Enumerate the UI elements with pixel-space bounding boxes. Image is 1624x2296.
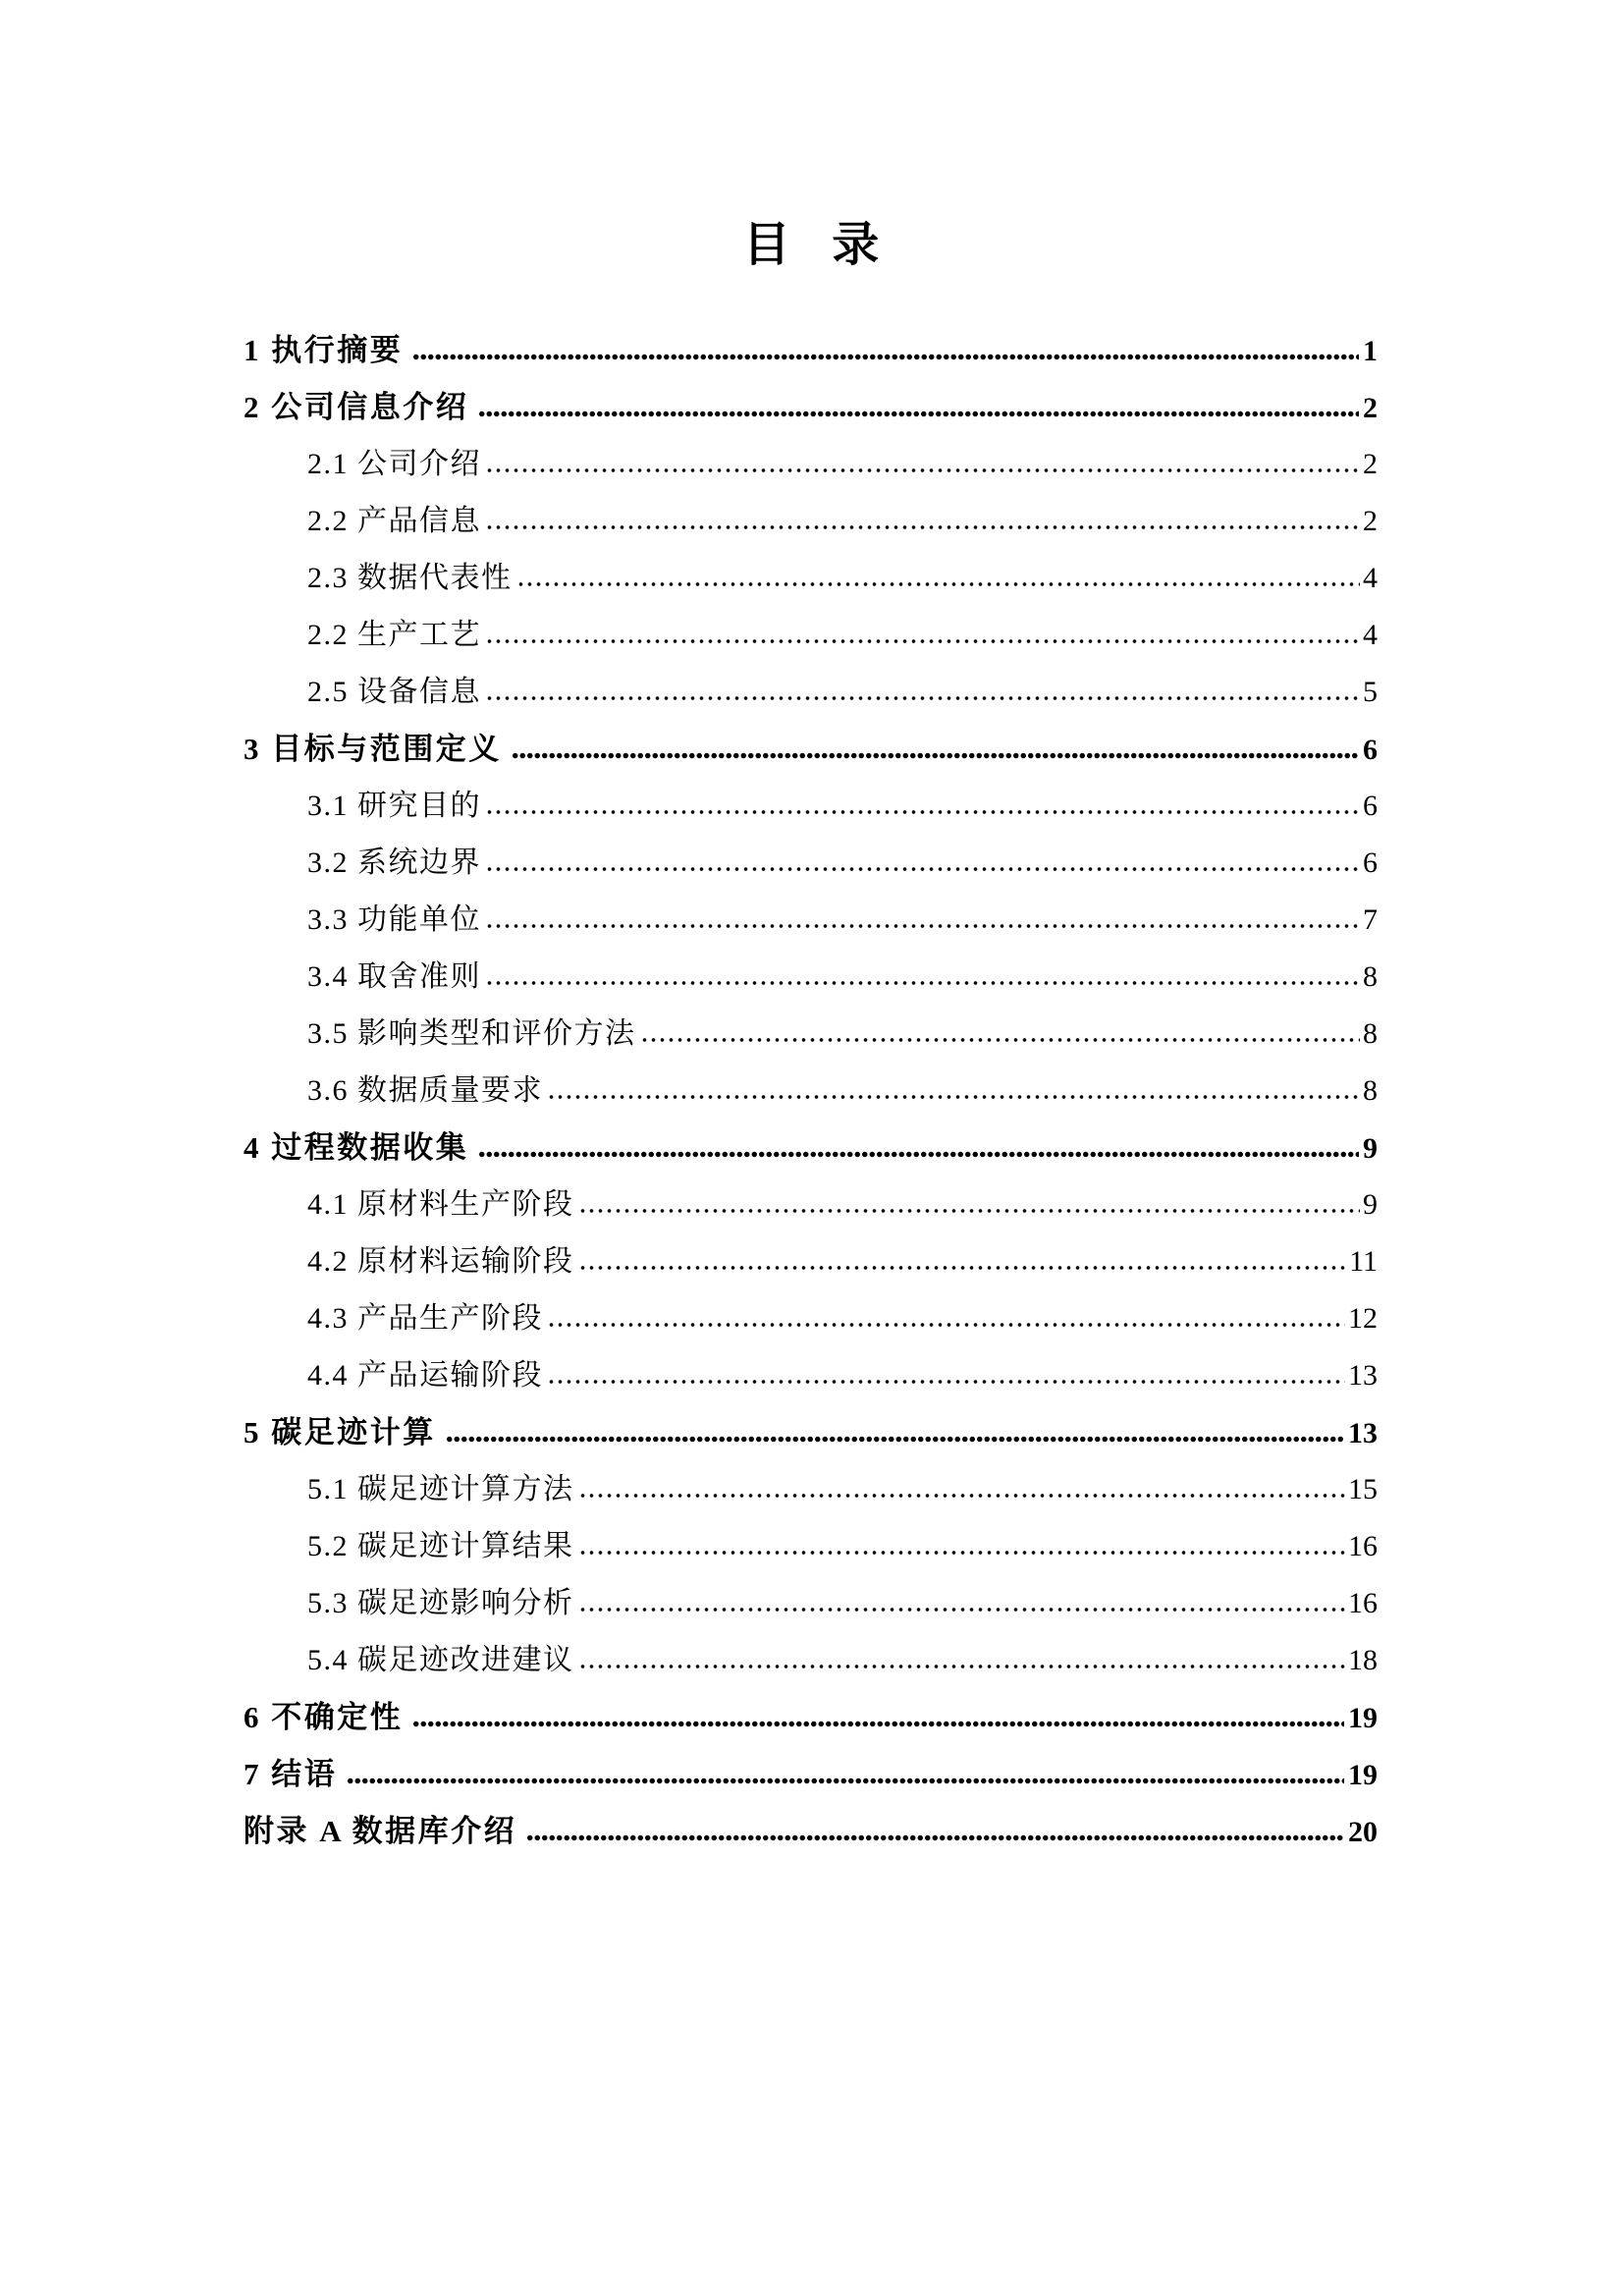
- toc-entry-label: 2.2 生产工艺: [307, 619, 481, 651]
- toc-entry-page: 16: [1348, 1530, 1378, 1562]
- toc-entry-label: 1 执行摘要: [244, 333, 404, 367]
- dot-leader: [485, 695, 1360, 701]
- dot-leader: [640, 1037, 1361, 1043]
- toc-entry[interactable]: [307, 1632, 1378, 1689]
- toc-entry-page: 13: [1348, 1359, 1378, 1392]
- dot-leader: [516, 581, 1361, 587]
- toc-entry[interactable]: [307, 1006, 1378, 1063]
- toc-entry[interactable]: [307, 1575, 1378, 1632]
- toc-entry-page: 12: [1348, 1302, 1378, 1335]
- dot-leader: [547, 1379, 1345, 1385]
- dot-leader: [578, 1208, 1361, 1214]
- toc-entry-label: 4 过程数据收集: [244, 1130, 469, 1165]
- toc-entry-label: 2.1 公司介绍: [307, 448, 481, 480]
- toc-entry-page: 15: [1348, 1473, 1378, 1505]
- toc-entry-label: 3 目标与范围定义: [244, 732, 502, 766]
- dot-leader: [547, 1322, 1345, 1328]
- toc-entry-page: 5: [1363, 676, 1378, 708]
- toc-entry-label: 2.3 数据代表性: [307, 562, 513, 594]
- dot-leader: [485, 980, 1360, 986]
- toc-entry-label: 4.2 原材料运输阶段: [307, 1245, 574, 1278]
- toc-entry-page: 7: [1363, 903, 1378, 936]
- toc-entry-page: 4: [1363, 619, 1378, 651]
- toc-entry-label: 附录 A 数据库介绍: [244, 1814, 517, 1848]
- toc-entry-page: 1: [1363, 335, 1378, 367]
- dot-leader: [485, 638, 1360, 644]
- dot-leader: [478, 410, 1359, 417]
- toc-entry[interactable]: [244, 1746, 1378, 1803]
- dot-leader: [578, 1607, 1346, 1613]
- dot-leader: [485, 866, 1360, 872]
- toc-entry-page: 8: [1363, 1074, 1378, 1107]
- toc-entry[interactable]: [244, 322, 1378, 379]
- page-title: 目 录: [742, 219, 882, 271]
- toc-entry-label: 3.1 研究目的: [307, 790, 481, 822]
- toc-entry[interactable]: [307, 835, 1378, 892]
- toc-entry[interactable]: [244, 721, 1378, 778]
- toc-entry-label: 4.1 原材料生产阶段: [307, 1188, 574, 1221]
- toc-entry[interactable]: [244, 379, 1378, 436]
- toc-entry[interactable]: [307, 550, 1378, 607]
- toc-entry-label: 5.1 碳足迹计算方法: [307, 1473, 574, 1505]
- toc-entry-label: 4.3 产品生产阶段: [307, 1302, 543, 1335]
- toc-entry[interactable]: [307, 436, 1378, 493]
- toc-entry-page: 6: [1363, 847, 1378, 879]
- toc-entry-page: 6: [1363, 734, 1378, 766]
- toc-entry[interactable]: [307, 892, 1378, 949]
- toc-entry-label: 3.5 影响类型和评价方法: [307, 1017, 636, 1050]
- toc-entry-page: 8: [1363, 1017, 1378, 1050]
- toc-entry[interactable]: [307, 1176, 1378, 1233]
- toc-entry[interactable]: [244, 1120, 1378, 1176]
- toc-entry[interactable]: [307, 949, 1378, 1006]
- dot-leader: [485, 524, 1360, 530]
- dot-leader: [478, 1151, 1359, 1158]
- toc-entry[interactable]: [307, 493, 1378, 550]
- dot-leader: [512, 752, 1359, 759]
- dot-leader: [485, 467, 1360, 473]
- toc-entry[interactable]: [244, 1689, 1378, 1746]
- toc-entry[interactable]: [307, 664, 1378, 721]
- dot-leader: [578, 1664, 1346, 1669]
- toc-entry-page: 13: [1348, 1417, 1378, 1449]
- dot-leader: [526, 1834, 1344, 1841]
- toc-entry-page: 16: [1348, 1587, 1378, 1619]
- toc-entry-label: 3.2 系统边界: [307, 847, 481, 879]
- toc-entry-page: 2: [1363, 392, 1378, 424]
- toc-entry[interactable]: [307, 1233, 1378, 1290]
- dot-leader: [485, 923, 1360, 929]
- toc-entry[interactable]: [307, 1518, 1378, 1575]
- toc-entry[interactable]: [244, 1404, 1378, 1461]
- toc-entry-page: 19: [1348, 1759, 1378, 1791]
- toc-entry-page: 4: [1363, 562, 1378, 594]
- toc-entry[interactable]: [307, 1461, 1378, 1518]
- dot-leader: [578, 1265, 1347, 1271]
- toc-entry-label: 5.2 碳足迹计算结果: [307, 1530, 574, 1562]
- dot-leader: [485, 809, 1360, 815]
- dot-leader: [446, 1436, 1344, 1443]
- toc-entry-label: 4.4 产品运输阶段: [307, 1359, 543, 1392]
- toc-entry-label: 5.4 碳足迹改进建议: [307, 1644, 574, 1676]
- toc-entry-page: 19: [1348, 1702, 1378, 1734]
- toc-entry-label: 3.4 取舍准则: [307, 960, 481, 993]
- toc-entry[interactable]: [307, 1290, 1378, 1347]
- dot-leader: [347, 1777, 1344, 1784]
- toc-entry-label: 2.2 产品信息: [307, 505, 481, 537]
- toc-entry-page: 6: [1363, 790, 1378, 822]
- toc-entry[interactable]: [307, 607, 1378, 664]
- dot-leader: [412, 1721, 1344, 1727]
- dot-leader: [578, 1550, 1346, 1556]
- toc-entry-page: 2: [1363, 448, 1378, 480]
- toc-entry-label: 3.6 数据质量要求: [307, 1074, 543, 1107]
- toc-entry-page: 11: [1349, 1245, 1378, 1278]
- toc-entry-label: 2.5 设备信息: [307, 676, 481, 708]
- dot-leader: [547, 1094, 1360, 1100]
- toc-entry[interactable]: [307, 1063, 1378, 1120]
- toc-entry-page: 2: [1363, 505, 1378, 537]
- toc-entry-label: 7 结语: [244, 1757, 338, 1791]
- toc-entry[interactable]: [307, 1347, 1378, 1404]
- toc-list: [244, 322, 1378, 1860]
- toc-entry-label: 5.3 碳足迹影响分析: [307, 1587, 574, 1619]
- toc-entry-page: 8: [1363, 960, 1378, 993]
- toc-entry-label: 6 不确定性: [244, 1700, 404, 1734]
- toc-entry-page: 18: [1348, 1644, 1378, 1676]
- dot-leader: [578, 1493, 1346, 1499]
- toc-entry-label: 3.3 功能单位: [307, 903, 481, 936]
- toc-entry[interactable]: [307, 778, 1378, 835]
- toc-entry-label: 2 公司信息介绍: [244, 390, 469, 424]
- toc-entry-page: 9: [1363, 1132, 1378, 1165]
- toc-entry-label: 5 碳足迹计算: [244, 1415, 436, 1449]
- toc-entry[interactable]: [244, 1803, 1378, 1860]
- toc-entry-page: 20: [1348, 1816, 1378, 1848]
- dot-leader: [412, 354, 1359, 360]
- toc-entry-page: 9: [1363, 1188, 1378, 1221]
